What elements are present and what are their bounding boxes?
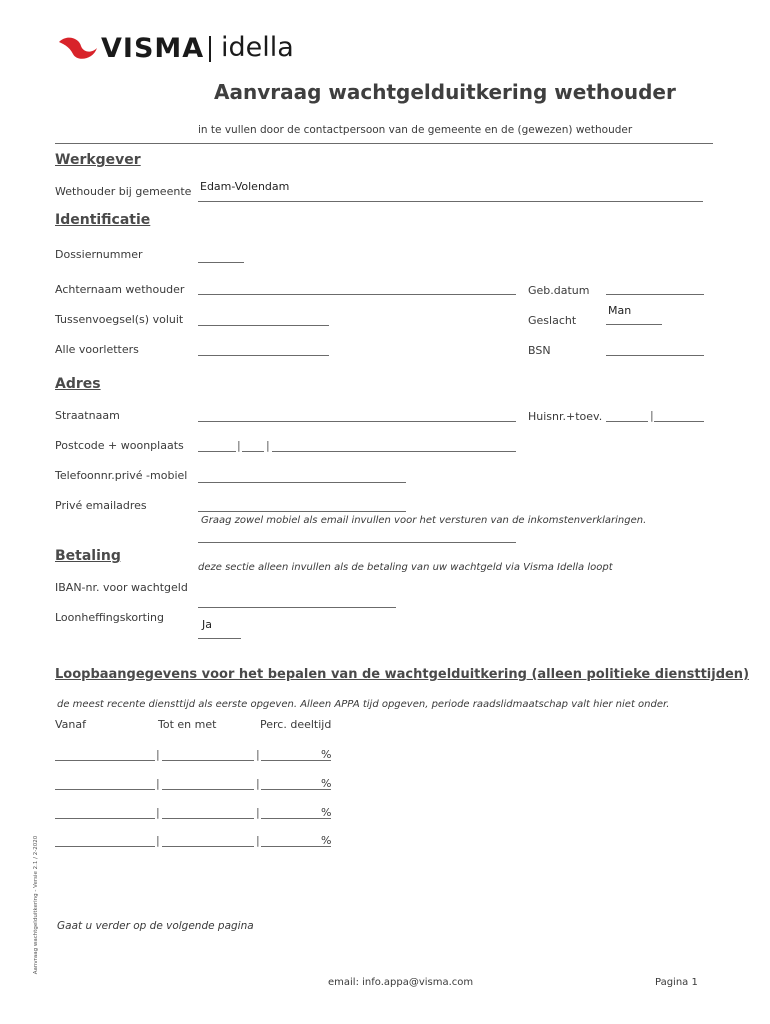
achternaam-field[interactable] <box>198 294 516 295</box>
postcode-letters-field[interactable] <box>242 451 264 452</box>
row-separator: | <box>156 777 160 790</box>
row-separator: | <box>256 777 260 790</box>
gemeente-line <box>198 201 703 202</box>
vanaf-field[interactable] <box>55 760 155 761</box>
tot-en-met-field[interactable] <box>162 818 254 819</box>
gemeente-field[interactable]: Edam-Volendam <box>200 180 290 193</box>
side-version-text: Aanvraag wachtgelduitkering - Versie 2.1 / 2-2020 <box>33 835 39 975</box>
voorletters-field[interactable] <box>198 355 329 356</box>
header-rule <box>55 143 713 144</box>
row-separator: | <box>256 806 260 819</box>
voorletters-label: Alle voorletters <box>55 343 139 356</box>
tussenvoegsel-label: Tussenvoegsel(s) voluit <box>55 313 184 326</box>
section-werkgever: Werkgever <box>55 152 141 168</box>
footer-email: email: info.appa@visma.com <box>328 977 474 988</box>
visma-logo <box>57 33 297 65</box>
email-label: Privé emailadres <box>55 499 147 512</box>
huisnr-separator: | <box>650 409 654 422</box>
iban-field[interactable] <box>198 607 396 608</box>
telefoon-label: Telefoonnr.privé -mobiel <box>55 469 188 482</box>
product-name: idella <box>221 32 294 63</box>
tot-en-met-field[interactable] <box>162 789 254 790</box>
row-separator: | <box>256 834 260 847</box>
straat-label: Straatnaam <box>55 409 120 422</box>
section-betaling: Betaling <box>55 548 121 564</box>
row-separator: | <box>256 748 260 761</box>
tot-en-met-field[interactable] <box>162 760 254 761</box>
contact-note: Graag zowel mobiel als email invullen voor het versturen van de inkomstenverklaringen. <box>201 515 647 526</box>
geslacht-field[interactable]: Man <box>608 304 632 317</box>
email-field[interactable] <box>198 511 406 512</box>
vanaf-field[interactable] <box>55 846 155 847</box>
iban-label: IBAN-nr. voor wachtgeld <box>55 581 188 594</box>
vanaf-field[interactable] <box>55 789 155 790</box>
percent-sign: % <box>321 834 332 847</box>
betaling-note: deze sectie alleen invullen als de betaling van uw wachtgeld via Visma Idella loopt <box>198 562 613 573</box>
geslacht-line <box>606 324 662 325</box>
geslacht-label: Geslacht <box>528 314 577 327</box>
adres-rule <box>198 542 516 543</box>
loopbaan-note: de meest recente diensttijd als eerste opgeven. Alleen APPA tijd opgeven, periode raadslidmaatschap valt hier niet onder. <box>57 699 670 710</box>
page-title: Aanvraag wachtgelduitkering wethouder <box>214 80 676 104</box>
woonplaats-field[interactable] <box>272 451 516 452</box>
gebdatum-field[interactable] <box>606 294 704 295</box>
column-perc-deeltijd: Perc. deeltijd <box>260 718 332 731</box>
straat-field[interactable] <box>198 421 516 422</box>
column-tot-en-met: Tot en met <box>158 718 217 731</box>
dossier-label: Dossiernummer <box>55 248 143 261</box>
brand-name: VISMA <box>101 33 205 64</box>
percent-sign: % <box>321 777 332 790</box>
loonheffing-label: Loonheffingskorting <box>55 611 164 624</box>
loonheffing-line <box>198 638 241 639</box>
vanaf-field[interactable] <box>55 818 155 819</box>
continue-note: Gaat u verder op de volgende pagina <box>57 920 254 932</box>
section-identificatie: Identificatie <box>55 212 151 228</box>
bsn-field[interactable] <box>606 355 704 356</box>
row-separator: | <box>156 748 160 761</box>
postcode-separator: | <box>237 439 241 452</box>
page-number: Pagina 1 <box>655 977 698 988</box>
telefoon-field[interactable] <box>198 482 406 483</box>
dossier-field[interactable] <box>198 262 244 263</box>
row-separator: | <box>156 806 160 819</box>
huisnr-label: Huisnr.+toev. <box>528 410 603 423</box>
percent-sign: % <box>321 806 332 819</box>
section-adres: Adres <box>55 376 101 392</box>
postcode-cijfers-field[interactable] <box>198 451 236 452</box>
visma-swoosh-icon <box>57 36 99 62</box>
percent-sign: % <box>321 748 332 761</box>
gemeente-label: Wethouder bij gemeente <box>55 185 192 198</box>
brand-divider <box>209 36 211 62</box>
tussenvoegsel-field[interactable] <box>198 325 329 326</box>
huisnr-field[interactable] <box>606 421 648 422</box>
row-separator: | <box>156 834 160 847</box>
achternaam-label: Achternaam wethouder <box>55 283 185 296</box>
loonheffing-field[interactable]: Ja <box>202 618 212 631</box>
bsn-label: BSN <box>528 344 551 357</box>
column-vanaf: Vanaf <box>55 718 86 731</box>
postcode-label: Postcode + woonplaats <box>55 439 184 452</box>
page-subtitle: in te vullen door de contactpersoon van de gemeente en de (gewezen) wethouder <box>198 124 633 136</box>
woonplaats-separator: | <box>266 439 270 452</box>
gebdatum-label: Geb.datum <box>528 284 590 297</box>
section-loopbaan: Loopbaangegevens voor het bepalen van de wachtgelduitkering (alleen politieke diensttijden) <box>55 667 750 682</box>
toevoeging-field[interactable] <box>654 421 704 422</box>
tot-en-met-field[interactable] <box>162 846 254 847</box>
